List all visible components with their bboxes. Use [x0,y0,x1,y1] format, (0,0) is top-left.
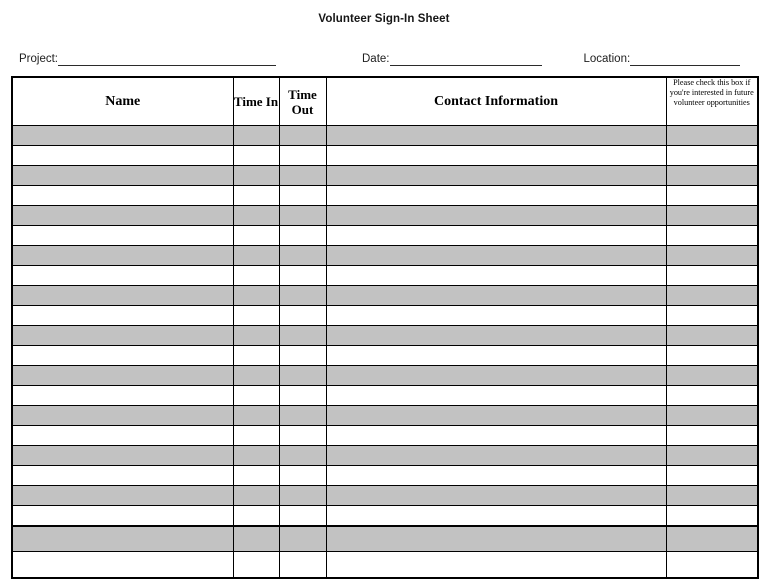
location-field[interactable] [584,52,741,66]
table-cell-time_in[interactable] [233,346,279,366]
table-cell-name[interactable] [12,246,233,266]
page-title: Volunteer Sign-In Sheet [318,13,450,25]
sign-in-table-wrapper [11,76,757,579]
table-cell-check[interactable] [666,526,758,552]
table-cell-time_in[interactable] [233,506,279,527]
table-cell-name[interactable] [12,366,233,386]
table-cell-check[interactable] [666,286,758,306]
table-cell-check[interactable] [666,206,758,226]
table-cell-check[interactable] [666,126,758,146]
table-cell-name[interactable] [12,426,233,446]
table-cell-time_out[interactable] [279,426,326,446]
table-cell-contact[interactable] [326,506,666,527]
table-cell-name[interactable] [12,206,233,226]
table-cell-time_in[interactable] [233,286,279,306]
project-field-input[interactable] [58,52,276,66]
table-cell-time_in[interactable] [233,246,279,266]
table-cell-check[interactable] [666,406,758,426]
table-cell-time_in[interactable] [233,146,279,166]
table-cell-time_in[interactable] [233,486,279,506]
table-cell-name[interactable] [12,326,233,346]
table-cell-name[interactable] [12,446,233,466]
table-cell-name[interactable] [12,146,233,166]
table-cell-contact[interactable] [326,226,666,246]
date-field[interactable] [362,52,542,66]
table-cell-contact[interactable] [326,466,666,486]
table-cell-time_out[interactable] [279,366,326,386]
table-cell-contact[interactable] [326,306,666,326]
table-row [12,206,758,226]
table-cell-time_out[interactable] [279,406,326,426]
table-row [12,246,758,266]
column-header-time-out: Time Out [279,77,326,126]
table-cell-time_in[interactable] [233,306,279,326]
table-cell-time_in[interactable] [233,526,279,552]
table-cell-name[interactable] [12,226,233,246]
table-row [12,146,758,166]
table-cell-contact[interactable] [326,146,666,166]
table-cell-check[interactable] [666,466,758,486]
table-row [12,552,758,579]
table-cell-check[interactable] [666,266,758,286]
table-cell-time_out[interactable] [279,146,326,166]
table-header-row [12,77,758,126]
table-cell-name[interactable] [12,346,233,366]
table-cell-time_out[interactable] [279,486,326,506]
table-cell-name[interactable] [12,552,233,579]
table-cell-check[interactable] [666,346,758,366]
table-cell-contact[interactable] [326,446,666,466]
project-field-label: Project: [19,53,58,65]
table-cell-name[interactable] [12,406,233,426]
table-row [12,526,758,552]
table-cell-time_in[interactable] [233,226,279,246]
table-row [12,506,758,527]
table-cell-time_in[interactable] [233,446,279,466]
table-cell-name[interactable] [12,386,233,406]
column-header-time-in: Time In [233,77,279,126]
table-row [12,426,758,446]
table-cell-contact[interactable] [326,206,666,226]
table-header [12,77,758,126]
table-cell-name[interactable] [12,166,233,186]
table-cell-contact[interactable] [326,286,666,306]
table-cell-check[interactable] [666,426,758,446]
table-cell-check[interactable] [666,186,758,206]
table-cell-contact[interactable] [326,186,666,206]
table-cell-time_out[interactable] [279,446,326,466]
table-cell-time_out[interactable] [279,266,326,286]
column-header-contact-information: Contact Information [326,77,666,126]
table-row [12,386,758,406]
table-cell-contact[interactable] [326,346,666,366]
table-cell-check[interactable] [666,246,758,266]
table-row [12,266,758,286]
table-cell-time_out[interactable] [279,126,326,146]
table-cell-check[interactable] [666,226,758,246]
table-cell-time_in[interactable] [233,386,279,406]
table-cell-contact[interactable] [326,266,666,286]
table-cell-time_in[interactable] [233,366,279,386]
table-cell-contact[interactable] [326,406,666,426]
table-cell-time_in[interactable] [233,426,279,446]
table-cell-name[interactable] [12,186,233,206]
table-cell-check[interactable] [666,166,758,186]
table-cell-time_out[interactable] [279,552,326,579]
table-cell-time_out[interactable] [279,386,326,406]
table-cell-name[interactable] [12,126,233,146]
table-cell-contact[interactable] [326,246,666,266]
table-cell-time_out[interactable] [279,226,326,246]
table-cell-check[interactable] [666,386,758,406]
table-cell-time_in[interactable] [233,126,279,146]
table-cell-time_out[interactable] [279,506,326,527]
table-cell-name[interactable] [12,306,233,326]
table-cell-time_in[interactable] [233,406,279,426]
table-cell-check[interactable] [666,446,758,466]
table-row [12,166,758,186]
table-cell-time_out[interactable] [279,466,326,486]
sign-in-table [11,76,759,579]
table-row [12,466,758,486]
table-cell-time_out[interactable] [279,306,326,326]
table-row [12,226,758,246]
table-cell-contact[interactable] [326,166,666,186]
table-cell-time_in[interactable] [233,466,279,486]
table-cell-time_out[interactable] [279,186,326,206]
table-cell-contact[interactable] [326,552,666,579]
table-cell-name[interactable] [12,266,233,286]
table-cell-contact[interactable] [326,426,666,446]
location-field-input[interactable] [630,52,740,66]
table-cell-contact[interactable] [326,126,666,146]
table-cell-time_in[interactable] [233,166,279,186]
table-cell-name[interactable] [12,506,233,527]
table-row [12,486,758,506]
table-cell-time_out[interactable] [279,346,326,366]
project-field[interactable] [19,52,276,66]
table-cell-time_out[interactable] [279,246,326,266]
table-row [12,446,758,466]
table-row [12,346,758,366]
table-cell-time_in[interactable] [233,266,279,286]
table-cell-time_in[interactable] [233,326,279,346]
table-cell-time_in[interactable] [233,552,279,579]
table-cell-time_out[interactable] [279,206,326,226]
table-cell-contact[interactable] [326,386,666,406]
table-cell-contact[interactable] [326,526,666,552]
table-row [12,306,758,326]
date-field-label: Date: [362,53,390,65]
table-row [12,126,758,146]
table-cell-check[interactable] [666,366,758,386]
table-cell-check[interactable] [666,326,758,346]
table-cell-check[interactable] [666,146,758,166]
form-header-fields [11,46,757,66]
table-cell-check[interactable] [666,306,758,326]
table-cell-contact[interactable] [326,366,666,386]
table-cell-contact[interactable] [326,486,666,506]
table-cell-time_out[interactable] [279,166,326,186]
table-cell-time_in[interactable] [233,186,279,206]
table-cell-name[interactable] [12,526,233,552]
table-row [12,326,758,346]
table-cell-name[interactable] [12,466,233,486]
table-cell-time_out[interactable] [279,286,326,306]
table-row [12,406,758,426]
table-cell-name[interactable] [12,486,233,506]
date-field-input[interactable] [390,52,542,66]
column-header-future-volunteer-checkbox: Please check this box if you're interested in future volunteer opportunities [666,77,758,126]
table-row [12,366,758,386]
table-cell-check[interactable] [666,486,758,506]
table-row [12,186,758,206]
table-cell-name[interactable] [12,286,233,306]
table-cell-time_out[interactable] [279,326,326,346]
table-cell-check[interactable] [666,506,758,527]
table-cell-check[interactable] [666,552,758,579]
table-cell-time_out[interactable] [279,526,326,552]
column-header-name: Name [12,77,233,126]
table-cell-time_in[interactable] [233,206,279,226]
table-row [12,286,758,306]
location-field-label: Location: [583,53,631,65]
table-body [12,126,758,579]
table-cell-contact[interactable] [326,326,666,346]
